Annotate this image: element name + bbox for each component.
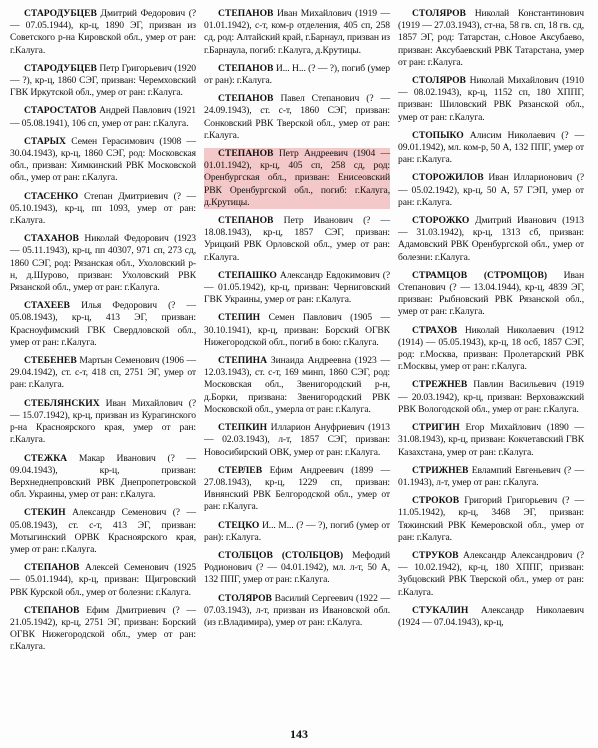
entry-text: Дмитрий Федорович (? — 07.05.1944), кр-ц, 1890 ЭГ, призван из Советского р-на Кировской обл., умер от ран: г.Калуга. — [10, 8, 196, 56]
entry-surname: СТРАХОВ — [412, 324, 458, 336]
entry-surname: СТЕРЛЕВ — [218, 464, 263, 476]
entry — [398, 130, 584, 167]
entry-surname: СТОЛЯРОВ — [412, 8, 466, 19]
entry — [10, 355, 196, 392]
column-3 — [398, 8, 584, 635]
entry-text: Егор Михайлович (1890 — 31.08.1943), кр-ц, призван: Кокчетавский ГВК Казахстана, умер от ран: г.Калуга. — [398, 422, 584, 458]
entry — [10, 562, 196, 599]
entry — [204, 520, 390, 544]
entry-text: Григорий Григорьевич (? — 11.05.1942), кр-ц, 3468 ЭГ, призван: Тяжинский РВК Кемеровской обл., умер от ран: г.Калуга. — [398, 495, 584, 543]
entry — [204, 465, 390, 514]
entry-surname: СТАРОДУБЦЕВ — [24, 8, 97, 19]
entry-surname: СТРАМЦОВ (СТРОМЦОВ) — [412, 269, 548, 281]
entry-surname: СТОЛБЦОВ (СТОЛБЦОВ) — [218, 549, 344, 561]
entry-surname: СТОРОЖИЛОВ — [412, 172, 484, 184]
entry-surname: СТУКАЛИН — [412, 604, 469, 616]
page-number: 143 — [290, 727, 308, 741]
entry — [398, 422, 584, 459]
entry-text: Николай Николаевич (1912 (1914) — 05.05.1943), кр-ц, 18 осб, 1857 СЭГ, род: г.Москва, призван: Пролетарский РВК г.Москвы, умер от ран: г.Калуга. — [398, 324, 584, 373]
entry-surname: СТРИГИН — [412, 422, 460, 434]
entry-text: Иван Илларионович (? — 05.02.1942), кр-ц, 50 А, 57 ГЭП, умер от ран: г.Калуга. — [398, 172, 584, 208]
entry-surname: СТРУКОВ — [412, 549, 459, 561]
entry-surname: СТЕПАНОВ — [218, 8, 274, 19]
entry-text: Александр Николаевич (1924 — 07.04.1943), кр-ц, — [398, 604, 584, 628]
entry — [10, 507, 196, 556]
entry-surname: СТЕПАНОВ — [218, 215, 274, 227]
entry-text: Николай Константинович (1919 — 27.03.1943), ст-на, 58 гв. сп, 18 гв. сд, 1857 ЭГ, род: Татарстан, с.Новое Аксубаево, призван: Аксубаевский РВК Татарстана, умер от ран: г.Калуга. — [398, 8, 584, 68]
entry-text: Ефим Дмитриевич (? — 21.05.1942), кр-ц, 2751 ЭГ, призван: Борский ОГВК Нижегородской обл., умер от ран: г.Калуга. — [10, 604, 196, 653]
entry-text: Александр Семенович (? — 05.08.1943), ст. с-т, 413 ЭГ, призван: Мотыгинский ОРВК Красноярского края, умер от ран: г.Калуга. — [10, 507, 196, 555]
entry — [398, 550, 584, 599]
column-1 — [10, 8, 196, 660]
column-2 — [204, 8, 390, 635]
entry-text: Макар Иванович (? — 09.04.1943), кр-ц, призван: Верхнеднепровский РВК Днепропетровской обл. Украины, умер от ран: г.Калуга. — [10, 452, 196, 501]
entry-surname: СТЕКИН — [24, 507, 66, 519]
entry-surname: СТЕПАШКО — [218, 269, 277, 281]
entry — [10, 105, 196, 129]
entry-surname: СТОЛЯРОВ — [218, 592, 272, 604]
entry-text: Дмитрий Иванович (1913 — 31.03.1942), кр-ц, 1313 сб, призван: Адамовский РВК Оренбургской обл., умер от болезни: г.Калуга. — [398, 215, 584, 263]
entry-surname: СТАХЕЕВ — [24, 300, 70, 312]
entry-surname: СТЕПАНОВ — [218, 93, 274, 105]
entry-text: Зинаида Андреевна (1923 — 12.03.1943), ст. с-т, 169 минп, 1860 СЭГ, род: Московская обл., Звенигородский р-н, д.Борки, призвана: Звенигородский РВК Московской обл., умерла от ран: г.Калуга. — [204, 355, 390, 415]
entry-text: Евлампий Евгеньевич (? — 01.1943), л-т, умер от ран: г.Калуга. — [398, 464, 584, 488]
entry-text: Николай Михайлович (1910 — 08.02.1943), кр-ц, 1152 сп, 180 ХППГ, призван: Шиловский РВК Рязанской обл., умер от ран: г.Калуга. — [398, 75, 584, 123]
entry — [10, 233, 196, 294]
entry-text: Петр Андреевич (1904 — 01.01.1942), кр-ц, 405 сп, 258 сд, род: Оренбургская обл., призван: Енисеовский РВК Оренбургской обл., погиб: г.Калуга, д.Крутицы. — [204, 148, 390, 208]
entry-text: Степан Дмитриевич (? — 05.10.1943), кр-ц, пп 1093, умер от ран: г.Калуга. — [10, 190, 196, 227]
entry-surname: СТОПЫКО — [412, 129, 464, 141]
entry-text: Илья Федорович (? — 05.08.1943), кр-ц, 413 ЭГ, призван: Красноуфимский ГВК Свердловской обл., умер от ран: г.Калуга. — [10, 300, 196, 348]
entry — [398, 379, 584, 416]
entry-surname: СТЕБЛЯНСКИХ — [24, 397, 100, 409]
entry-text: Петр Григорьевич (1920 — ?), кр-ц, 1860 СЭГ, призван: Черемховский ГВК Иркутской обл., умер от ран: г.Калуга. — [10, 62, 196, 99]
entry — [10, 453, 196, 502]
entry-text: Иван Михайлович (? — 15.07.1942), кр-ц, призван из Курагинского р-на Красноярского края, умер от ран: г.Калуга. — [10, 397, 196, 446]
entry-text: Семен Павлович (1905 — 30.10.1941), кр-ц, призван: Борский ОГВК Нижегородской обл., погиб в бою: г.Калуга. — [204, 312, 390, 348]
entry-surname: СТЕПАНОВ — [24, 604, 80, 616]
entry-text: И... Н... (? — ?), погиб (умер от ран): г.Калуга. — [204, 62, 390, 87]
entry-surname: СТЕБЕНЕВ — [24, 355, 77, 367]
entry-surname: СТОЛЯРОВ — [412, 75, 466, 87]
entry — [398, 605, 584, 629]
entry-text: Иван Михайлович (1919 — 01.01.1942), с-т, ком-р отделения, 405 сп, 258 сд, род: Алтайский край, г.Барнаул, призван из г.Барнаула, погиб: г.Калуга, д.Крутицы. — [204, 8, 390, 56]
entry — [398, 8, 584, 69]
entry-surname: СТАСЕНКО — [24, 190, 79, 202]
entry — [10, 605, 196, 654]
entry-text: Александр Евдокимович (? — 01.05.1942), кр-ц, призван: Черниговский ГВК Украины, умер от ран: г.Калуга. — [204, 269, 390, 306]
entry-surname: СТЕПИНА — [218, 355, 268, 367]
entry-surname: СТАХАНОВ — [24, 233, 79, 245]
entry — [10, 191, 196, 228]
entry — [398, 172, 584, 209]
entry — [10, 398, 196, 447]
entry — [204, 312, 390, 349]
entry — [10, 136, 196, 185]
entry-text: Алексей Семенович (1925 — 05.01.1944), кр-ц, призван: Щигровский РВК Курской обл., умер от болезни: г.Калуга. — [10, 562, 196, 598]
entry — [398, 270, 584, 319]
entry — [204, 93, 390, 142]
entry — [10, 300, 196, 349]
entry-surname: СТАРОДУБЦЕВ — [24, 62, 97, 74]
entry-surname: СТЕЖКА — [24, 452, 68, 464]
entry-text: Иван Степанович (? — 13.04.1944), кр-ц, 4839 ЭГ, призван: Рыбновский РВК Рязанской обл., умер от ран: г.Калуга. — [398, 269, 584, 318]
entry-surname: СТЕПАНОВ — [218, 148, 274, 160]
entry-text: И... М... (? — ?), погиб (умер от ран): г.Калуга. — [204, 519, 390, 543]
entry-surname: СТОРОЖКО — [412, 215, 470, 227]
entry — [204, 148, 390, 209]
entry-text: Ефим Андреевич (1899 — 27.08.1943), кр-ц, 1229 сп, призван: Ивнянский РВК Белгородской обл., умер от ран: г.Калуга. — [204, 464, 390, 513]
entry — [204, 550, 390, 587]
entry — [10, 8, 196, 57]
entry-text: Павлин Васильевич (1919 — 20.03.1942), кр-ц, призван: Верховажский РВК Вологодской обл., умер от ран: г.Калуга. — [398, 379, 584, 415]
entry-surname: СТРЕЖНЕВ — [412, 379, 468, 391]
entry-surname: СТЕПАНОВ — [218, 62, 274, 74]
entry-text: Мефодий Родионович (? — 04.01.1942), мл. л-т, 50 А, 132 ППГ, умер от ран: г.Калуга. — [204, 549, 390, 586]
entry — [204, 63, 390, 87]
entry-text: Александр Александрович (? — 10.02.1942), кр-ц, 180 ХППГ, призван: Зубцовский РВК Тверской обл., умер от ран: г.Калуга. — [398, 549, 584, 598]
entry-text: Андрей Павлович (1921 — 05.08.1941), 106 сп, умер от ран: г.Калуга. — [10, 105, 196, 129]
entry — [204, 215, 390, 264]
entry-surname: СТЕПАНОВ — [24, 562, 80, 574]
entry-text: Мартын Семенович (1906 — 29.04.1942), ст. с-т, 418 сп, 2751 ЭГ, умер от ран: г.Калуга. — [10, 355, 196, 391]
entry-surname: СТЕЦКО — [218, 519, 260, 531]
entry — [204, 355, 390, 416]
entry — [398, 325, 584, 374]
entry — [398, 75, 584, 124]
entry — [398, 495, 584, 544]
entry-text: Василий Сергеевич (1922 — 07.03.1943), л-т, призван из Ивановской обл. (из г.Владимира), умер от ран: г.Калуга. — [204, 592, 390, 628]
entry-surname: СТРОКОВ — [412, 495, 460, 507]
entry-text: Илларион Ануфриевич (1913 — 02.03.1943), л-т, 1857 СЭГ, призван: Новосибирский ОВК, умер от ран: г.Калуга. — [204, 422, 390, 458]
entry — [204, 8, 390, 57]
entry-text: Петр Иванович (? — 18.08.1943), кр-ц, 1857 СЭГ, призван: Урицкий РВК Орловской обл., умер от ран: г.Калуга. — [204, 215, 390, 263]
entry-surname: СТЕПКИН — [218, 422, 268, 434]
entry-text: Алисим Николаевич (? — 09.01.1942), мл. ком-р, 50 А, 132 ППГ, умер от ран: г.Калуга. — [398, 129, 584, 166]
entry — [204, 422, 390, 459]
entry-surname: СТАРЫХ — [24, 135, 66, 147]
entry — [398, 465, 584, 489]
entry-surname: СТРИЖНЕВ — [412, 464, 469, 476]
entry-text: Павел Степанович (? — 24.09.1943), ст. с-т, 1860 СЭГ, призван: Сонковский РВК Тверской обл., умер от ран: г.Калуга. — [204, 93, 390, 141]
entry — [10, 63, 196, 100]
entry-surname: СТАРОСТАТОВ — [24, 105, 97, 117]
entry-text: Николай Федорович (1923 — 05.11.1943), кр-ц, пп 40307, 971 сп, 273 сд, 1860 СЭГ, род: Рязанская обл., Ухоловский р-н, д.Шурово, призван: Ухоловский РВК Рязанской обл., умер от ран: г.Калуга. — [10, 233, 196, 294]
entry — [398, 215, 584, 264]
entry — [204, 593, 390, 630]
entry-surname: СТЕПИН — [218, 312, 261, 324]
entry — [204, 270, 390, 307]
entry-text: Семен Герасимович (1908 — 30.04.1943), кр-ц, 1860 СЭГ, род: Московская обл., призван: Химкинский РВК Московской обл., умер от ран: г.Калуга. — [10, 135, 196, 184]
